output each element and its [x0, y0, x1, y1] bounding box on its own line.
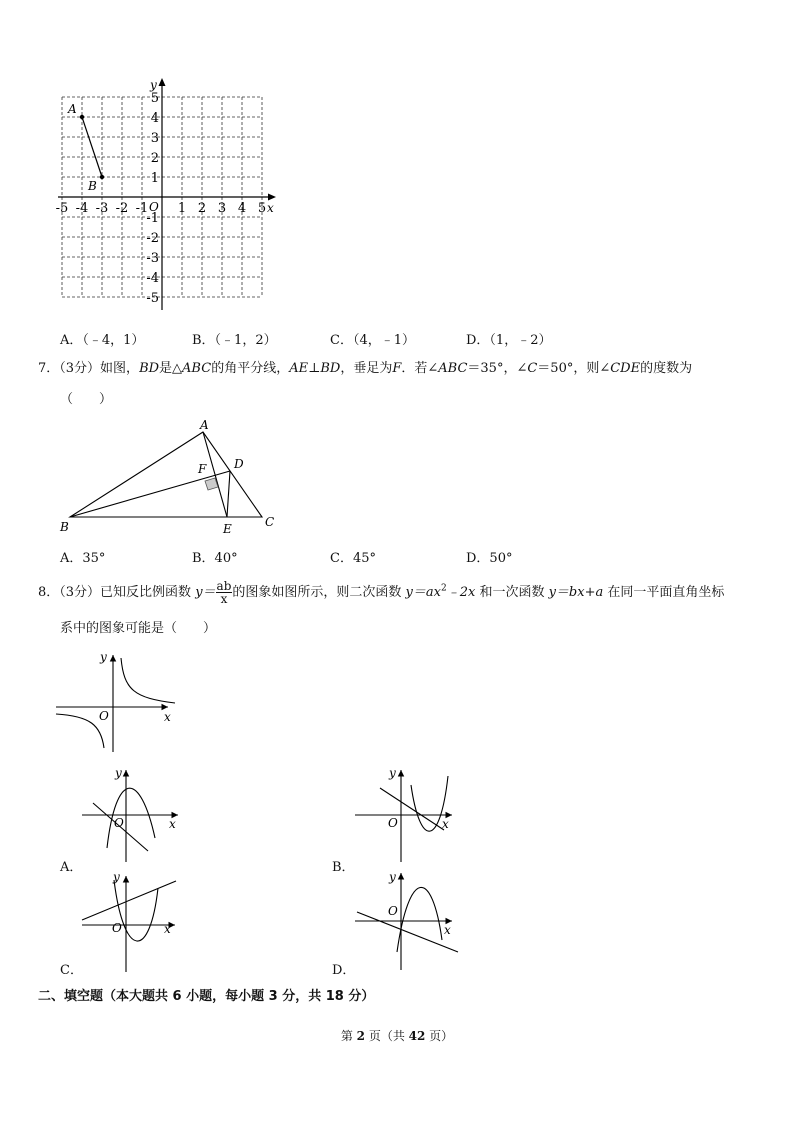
vertex-b-label: B — [60, 520, 69, 534]
hyperbola-graph — [56, 655, 175, 752]
q8-stem-line2: 系中的图象可能是（ ） — [60, 621, 217, 636]
q7-option-a[interactable]: A．35° — [60, 551, 106, 566]
q6-x-tick-label: -2 — [115, 201, 129, 216]
hyperbola-origin-label: O — [99, 709, 109, 723]
footer-pre: 第 — [340, 1029, 357, 1043]
graph-b — [355, 770, 452, 862]
q6-option-c[interactable]: C．（4，﹣1） — [330, 333, 415, 348]
q7-stem-var: ABC — [438, 361, 468, 376]
q6-y-tick-label: -5 — [146, 291, 159, 306]
graph-b-origin-label: O — [388, 816, 398, 830]
q6-x-tick-label: 2 — [197, 201, 207, 216]
footer-total-pages: 42 — [408, 1029, 426, 1043]
q6-option-d[interactable]: D．（1，﹣2） — [466, 333, 552, 348]
q7-stem-var: ABC — [182, 361, 212, 376]
footer-post: 页） — [425, 1029, 454, 1043]
hyperbola-x-label: x — [164, 710, 171, 724]
hyperbola-y-label: y — [100, 650, 107, 664]
q7-stem-text: 如图， — [100, 361, 140, 376]
q8-quad: y＝ax — [405, 585, 441, 600]
q6-option-a[interactable]: A．（﹣4，1） — [60, 333, 145, 348]
graph-d-origin-label: O — [388, 904, 398, 918]
graph-c-x-label: x — [164, 922, 171, 936]
point-a-label: A — [68, 102, 77, 116]
footer-mid: 页（共 — [365, 1029, 409, 1043]
graph-a-x-label: x — [169, 817, 176, 831]
q7-option-b[interactable]: B．40° — [192, 551, 238, 566]
graph-d-y-label: y — [389, 870, 396, 884]
q7-option-c[interactable]: C．45° — [330, 551, 376, 566]
q8-quad-tail: ﹣2x — [446, 585, 476, 600]
hyperbola-branch-2 — [56, 714, 104, 748]
q7-stem-text: ⊥ — [308, 361, 321, 376]
q7-stem-var: BD — [320, 361, 341, 376]
point-e-label: E — [223, 522, 232, 536]
graph-b-x-label: x — [442, 817, 449, 831]
q8-option-b[interactable]: B． — [332, 860, 355, 875]
q6-origin-label: O — [149, 200, 159, 214]
q8-text: 的图象如图所示，则二次函数 — [232, 585, 406, 600]
q6-x-tick-label: 3 — [217, 201, 227, 216]
graph-c-origin-label: O — [112, 921, 122, 935]
q6-y-label: y — [150, 78, 157, 92]
graph-b-y-label: y — [389, 766, 396, 780]
graph-a-y-label: y — [115, 766, 122, 780]
graph-d — [355, 873, 458, 970]
q8-number: 8．（3分） — [38, 585, 101, 600]
q6-y-tick-label: 4 — [150, 111, 159, 126]
vertex-a-label: A — [200, 418, 209, 432]
graph-a — [82, 770, 178, 862]
q6-x-tick-label: -5 — [55, 201, 69, 216]
q8-frac-den: x — [220, 592, 228, 606]
q7-stem-text: 的度数为 — [640, 361, 693, 376]
q7-stem-var: BD — [139, 361, 160, 376]
q7-stem-text: ，垂足为 — [340, 361, 393, 376]
q7-number: 7．（3分） — [38, 361, 101, 376]
q7-stem-var: C — [527, 361, 538, 376]
q6-x-tick-label: 5 — [257, 201, 267, 216]
section-2-heading: 二、填空题（本大题共 6 小题，每小题 3 分，共 18 分） — [38, 989, 375, 1004]
q6-y-tick-label: -1 — [146, 211, 159, 226]
q6-x-tick-label: -3 — [95, 201, 109, 216]
q6-x-tick-label: -1 — [135, 201, 149, 216]
point-b-label: B — [88, 179, 97, 193]
q6-y-tick-label: -3 — [146, 251, 159, 266]
q6-y-tick-label: -2 — [146, 231, 159, 246]
q6-x-tick-label: 1 — [177, 201, 187, 216]
q6-y-tick-label: 3 — [150, 131, 159, 146]
q6-option-b[interactable]: B．（﹣1，2） — [192, 333, 277, 348]
footer-page-number: 2 — [356, 1029, 365, 1043]
q8-text: 在同一平面直角坐标 — [603, 585, 725, 600]
q6-y-tick-label: 1 — [150, 171, 159, 186]
page-footer — [0, 1027, 794, 1044]
q7-option-d[interactable]: D．50° — [466, 551, 513, 566]
q6-y-tick-label: -4 — [146, 271, 159, 286]
q8-sup: 2 — [440, 583, 447, 594]
q7-stem-var: F — [392, 361, 402, 376]
q7-stem-text: 是△ — [159, 361, 183, 376]
q8-option-d[interactable]: D． — [332, 963, 356, 978]
q8-option-a[interactable]: A． — [60, 860, 83, 875]
q7-stem-text: ．若∠ — [401, 361, 439, 376]
graph-c-y-label: y — [113, 870, 120, 884]
q6-x-tick-label: 4 — [237, 201, 247, 216]
q8-y-eq: y＝ — [195, 585, 216, 600]
q6-x-label: x — [267, 201, 274, 215]
graph-d-parabola — [397, 887, 442, 952]
q7-answer-bracket[interactable]: （ ） — [60, 392, 113, 407]
graph-c — [82, 876, 176, 972]
q8-option-c[interactable]: C． — [60, 963, 83, 978]
graph-d-x-label: x — [444, 923, 451, 937]
graph-c-line — [82, 881, 176, 920]
q7-stem-var: CDE — [610, 361, 641, 376]
vertex-c-label: C — [265, 515, 275, 529]
q8-text: 和一次函数 — [475, 585, 549, 600]
point-f-label: F — [198, 462, 207, 476]
graph-d-line — [357, 912, 458, 952]
q7-stem-text: ＝50°，则∠ — [537, 361, 611, 376]
q6-y-tick-label: 5 — [150, 91, 159, 106]
q6-y-tick-label: 2 — [150, 151, 159, 166]
q8-lin: y＝bx+a — [548, 585, 604, 600]
point-d-label: D — [234, 457, 244, 471]
q7-stem-var: AE — [289, 361, 309, 376]
q8-frac-num: ab — [216, 579, 232, 593]
hyperbola-branch-1 — [121, 658, 175, 703]
q6-x-tick-label: -4 — [75, 201, 89, 216]
q7-stem-text: ＝35°，∠ — [467, 361, 528, 376]
q7-stem-text: 的角平分线， — [211, 361, 290, 376]
q8-text: 已知反比例函数 — [100, 585, 196, 600]
graph-a-origin-label: O — [114, 816, 124, 830]
